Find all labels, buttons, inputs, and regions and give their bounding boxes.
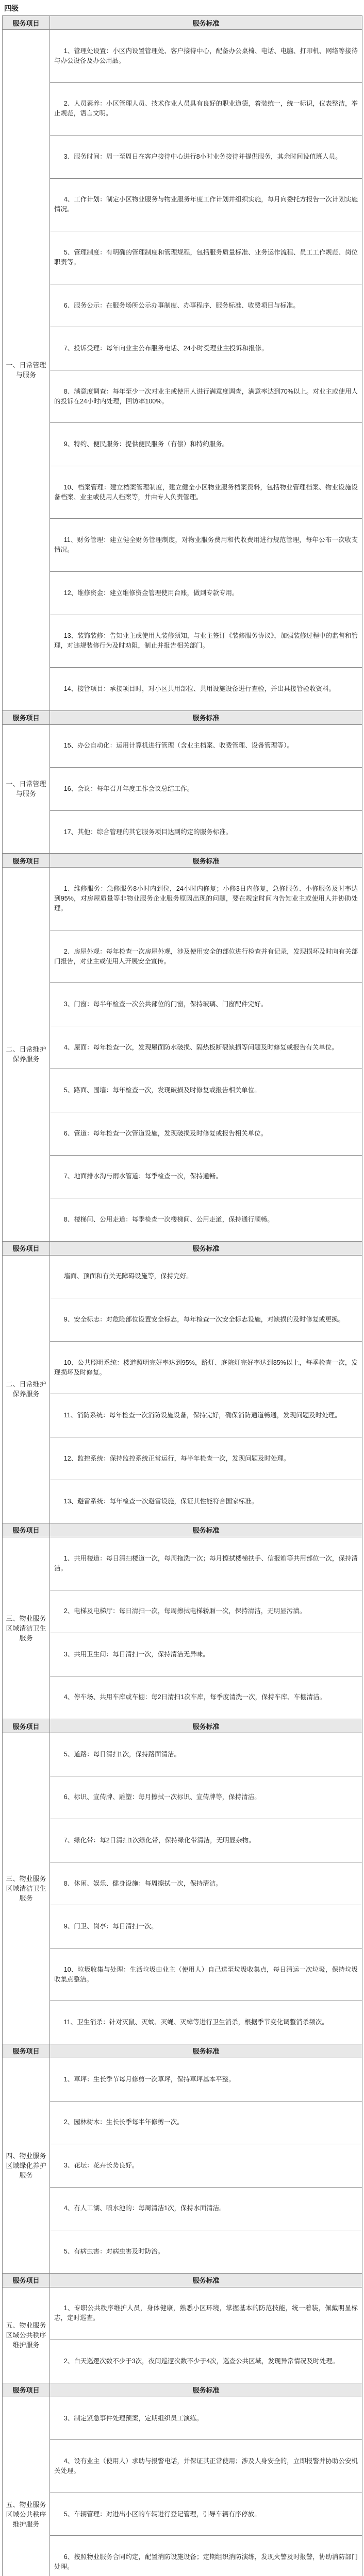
table-row [3,466,362,519]
service-standard-table [2,15,362,2576]
table-row [3,1948,362,2001]
category-cell: 一、日常管理与服务 [3,724,50,854]
standard-cell: 14、接管项目：承接项目时，对小区共用部位、共用设施设备进行查验，并出具接管验收资料。 [50,668,362,711]
standard-cell: 9、安全标志：对危险部位设置安全标志，每年检查一次安全标志设施，对缺损的及时修复或更换。 [50,1298,362,1342]
standard-cell: 11、消防系统：每年检查一次消防设施设备，保持完好，确保消防通道畅通，发现问题及时处理。 [50,1394,362,1437]
table-row [3,1112,362,1156]
table-row [3,1862,362,1905]
table-row [3,1633,362,1676]
category-cell: 二、日常维护保养服务 [3,1255,50,1523]
table-row [3,370,362,423]
table-row [3,423,362,466]
standard-cell: 17、其他：综合管理的其它服务项目达到约定的服务标准。 [50,810,362,854]
standard-cell: 5、有病虫害：对病虫害及时防治。 [50,2230,362,2274]
standard-cell: 5、路面、围墙：每年检查一次，发现破损及时修复或报告相关单位。 [50,1069,362,1112]
table-row [3,1437,362,1480]
standard-cell: 6、管道：每年检查一次管道设施，发现破损及时修复或报告相关单位。 [50,1112,362,1156]
header-service-standard: 服务标准 [50,2383,362,2397]
table-row [3,2287,362,2340]
standard-cell: 6、按照物业服务合同约定，配置消防设施设备；定期组织消防演练，发现火警及时报警，协助消防部门处理。 [50,2536,362,2576]
standard-cell: 8、满意度调查：每年至少一次对业主或使用人进行满意度调查，满意率达到70%以上。对业主或使用人的投诉在24小时内处理，回访率100%。 [50,370,362,423]
table-row [3,2340,362,2383]
header-service-item: 服务项目 [3,1719,50,1733]
standard-cell: 1、专职公共秩序维护人员，身体健康，熟悉小区环境，掌握基本的防范技能，统一着装，佩戴明显标志，定时巡查。 [50,2287,362,2340]
table-row [3,1590,362,1633]
table-row [3,1298,362,1342]
standard-cell: 8、楼梯间、公用走道：每季检查一次楼梯间、公用走道，保持通行顺畅。 [50,1198,362,1242]
category-cell: 一、日常管理与服务 [3,30,50,711]
table-row [3,178,362,231]
table-row [3,1819,362,1862]
category-cell: 四、物业服务区域绿化养护服务 [3,2058,50,2273]
header-row [3,2044,362,2058]
table-row [3,1480,362,1523]
standard-cell: 3、门窗：每半年检查一次公共部位的门窗，保持玻璃、门窗配件完好。 [50,983,362,1026]
table-row [3,231,362,284]
table-row [3,135,362,179]
header-row [3,710,362,724]
header-service-standard: 服务标准 [50,16,362,30]
standard-cell: 9、门卫、岗亭：每日清扫一次。 [50,1905,362,1948]
standard-cell: 1、维修服务：急修服务8小时内到位，24小时内修复；小修3日内修复，急修服务、小修服务及时率达到95%，对房屋质量等非物业服务企业服务原因出现的问题，要在规定时间内告知业主或使用人并协助处理。 [50,868,362,930]
category-cell: 三、物业服务区域清洁卫生服务 [3,1733,50,2044]
standard-cell: 5、车辆管理：对进出小区的车辆进行登记管理，引导车辆有序停放。 [50,2493,362,2536]
table-row [3,82,362,135]
standard-cell: 4、工作计划：制定小区物业服务与物业服务年度工作计划并组织实施，每月向委托方报告一次计划实施情况。 [50,178,362,231]
table-row [3,2230,362,2274]
table-row [3,1394,362,1437]
table-row [3,810,362,854]
table-row [3,284,362,327]
header-service-standard: 服务标准 [50,1241,362,1255]
document-title: 四级 [4,4,19,12]
standard-cell: 4、设有业主（使用人）求助与报警电话，并保证其正常使用；涉及人身安全的，立即报警并协助公安机关处理。 [50,2440,362,2493]
table-row [3,1676,362,1719]
table-row [3,2187,362,2230]
table-row [3,2144,362,2188]
header-row [3,2273,362,2287]
table-row [3,930,362,983]
category-cell: 五、物业服务区域公共秩序维护服务 [3,2287,50,2383]
header-row [3,1719,362,1733]
standard-cell: 2、房屋外观：每年检查一次房屋外观，涉及使用安全的部位进行检查并有记录，发现损坏及时向有关部门报告，对业主或使用人开展安全宣传。 [50,930,362,983]
standard-cell: 8、休闲、娱乐、健身设施：每周擦拭一次，保持清洁。 [50,1862,362,1905]
table-row [3,2058,362,2101]
header-row [3,16,362,30]
standard-cell: 7、投诉受理：每年向业主公布服务电话、24小时受理业主投诉和报修。 [50,327,362,370]
header-service-item: 服务项目 [3,2044,50,2058]
table-row [3,868,362,930]
table-row [3,1341,362,1394]
standard-cell: 5、道路：每日清扫1次，保持路面清洁。 [50,1733,362,1776]
category-cell: 二、日常维护保养服务 [3,868,50,1241]
table-row [3,1069,362,1112]
standard-cell: 13、避雷系统：每年检查一次避雷设施，保证其性能符合国家标准。 [50,1480,362,1523]
header-service-item: 服务项目 [3,2273,50,2287]
header-service-standard: 服务标准 [50,710,362,724]
table-row [3,519,362,572]
standard-cell: 11、卫生消杀：针对灭鼠、灭蚊、灭蝇、灭蟑等进行卫生消杀，根据季节变化调整消杀频次。 [50,2001,362,2044]
standard-cell: 5、管理制度：有明确的管理制度和管理规程，包括服务质量标准、业务运作流程、员工工作规范、岗位职责等。 [50,231,362,284]
standard-cell: 1、草坪：生长季节每月修剪一次草坪，保持草坪基本平整。 [50,2058,362,2101]
standard-cell: 4、停车场、共用车库或车棚：每2日清扫1次车库，每季度清洗一次，保持车库、车棚清洁。 [50,1676,362,1719]
standard-cell: 3、花坛：花卉长势良好。 [50,2144,362,2188]
standard-cell: 3、制定紧急事件处理预案，定期组织员工演练。 [50,2397,362,2440]
header-service-standard: 服务标准 [50,2273,362,2287]
header-service-standard: 服务标准 [50,1719,362,1733]
table-row [3,1026,362,1069]
table-row [3,2440,362,2493]
standard-cell: 12、维修资金：建立维修资金管理使用台账，做到专款专用。 [50,572,362,615]
table-row [3,1776,362,1819]
header-service-item: 服务项目 [3,16,50,30]
table-row [3,768,362,811]
standard-cell: 7、绿化带：每2日清扫1次绿化带，保持绿化带清洁，无明显杂物。 [50,1819,362,1862]
standard-cell: 1、共用楼道：每日清扫楼道一次，每周拖洗一次；每月擦拭楼梯扶手、信报箱等共用部位一次，保持清洁。 [50,1537,362,1590]
table-row [3,1537,362,1590]
header-service-standard: 服务标准 [50,854,362,868]
header-row [3,854,362,868]
table-row [3,2536,362,2576]
standard-cell: 7、地面排水沟与雨水管道：每季检查一次，保持通畅。 [50,1155,362,1198]
header-row [3,1523,362,1537]
table-row [3,30,362,83]
standard-cell: 10、档案管理：建立档案管理制度，建立健全小区物业服务档案资料，包括物业管理档案、物业设施设备档案、业主或使用人档案等，并由专人负责管理。 [50,466,362,519]
table-row [3,1255,362,1298]
standard-cell: 3、服务时间：周一至周日在客户接待中心进行8小时业务接待并提供服务，其余时间设值班人员。 [50,135,362,179]
category-cell: 三、物业服务区域清洁卫生服务 [3,1537,50,1719]
table-row [3,1155,362,1198]
standard-cell: 13、装饰装修：告知业主或使用人装修须知，与业主签订《装修服务协议》，加强装修过程中的监督和管理，对违规装修行为及时劝阻，制止并报告相关部门。 [50,615,362,668]
standard-cell: 2、园林树木：生长长季每半年修剪一次。 [50,2101,362,2144]
header-service-standard: 服务标准 [50,2044,362,2058]
header-service-standard: 服务标准 [50,1523,362,1537]
standard-cell: 2、人员素养：小区管理人员、技术作业人员具有良好的职业道德，着装统一，统一标识，仪表整洁，举止规范，语言文明。 [50,82,362,135]
table-row [3,724,362,768]
header-row [3,2383,362,2397]
standard-cell: 10、公共照明系统：楼道照明完好率达到95%，路灯、庭院灯完好率达到85%以上，每季检查一次，发现损坏及时修复。 [50,1341,362,1394]
table-row [3,1733,362,1776]
standard-cell: 3、共用卫生间：每日清扫一次，保持清洁无异味。 [50,1633,362,1676]
table-row [3,2397,362,2440]
category-cell: 五、物业服务区域公共秩序维护服务 [3,2397,50,2576]
standard-cell: 15、办公自动化：运用计算机进行管理（含业主档案、收费管理、设备管理等）。 [50,724,362,768]
table-row [3,983,362,1026]
header-service-item: 服务项目 [3,1523,50,1537]
standard-cell: 1、管理处设置：小区内设置管理处、客户接待中心，配备办公桌椅、电话、电脑、打印机、网络等接待与办公设备及办公用品。 [50,30,362,83]
header-service-item: 服务项目 [3,710,50,724]
table-row [3,668,362,711]
header-row [3,1241,362,1255]
standard-cell: 12、监控系统：保持监控系统正常运行，每半年检查一次，发现问题及时处理。 [50,1437,362,1480]
standard-cell: 9、特约、便民服务：提供便民服务（有偿）和特约服务。 [50,423,362,466]
table-row [3,327,362,370]
standard-cell: 2、电梯及电梯厅：每日清扫一次，每周擦拭电梯轿厢一次，保持清洁，无明显污渍。 [50,1590,362,1633]
standard-cell: 2、白天巡逻次数不少于3次，夜间巡逻次数不少于4次，巡查公共区域，发现异常情况及时处理。 [50,2340,362,2383]
table-row [3,572,362,615]
header-service-item: 服务项目 [3,1241,50,1255]
table-row [3,1198,362,1242]
standard-cell: 11、财务管理：建立健全财务管理制度，对物业服务费用和代收费用进行规范管理，每年公布一次收支情况。 [50,519,362,572]
standard-cell: 10、垃圾收集与处理：生活垃圾由业主（使用人）自己送至垃圾收集点，每日清运一次垃圾，保持垃圾收集点整洁。 [50,1948,362,2001]
table-row [3,2101,362,2144]
standard-cell: 墙面、顶面和有关无障碍设施等，保持完好。 [50,1255,362,1298]
standard-cell: 4、屋面：每年检查一次，发现屋面防水破损、隔热板断裂缺损等问题及时修复或报告有关单位。 [50,1026,362,1069]
table-row [3,1905,362,1948]
standard-cell: 4、有人工湖、喷水池的：每周清洁1次，保持水面清洁。 [50,2187,362,2230]
standard-cell: 6、服务公示：在服务场所公示办事制度、办事程序、服务标准、收费项目与标准。 [50,284,362,327]
standard-cell: 16、会议：每年召开年度工作会议总结工作。 [50,768,362,811]
standard-cell: 6、标识、宣传牌、雕塑：每月擦拭一次标识、宣传牌等，保持清洁。 [50,1776,362,1819]
header-service-item: 服务项目 [3,854,50,868]
table-row [3,2001,362,2044]
table-row [3,615,362,668]
table-row [3,2493,362,2536]
header-service-item: 服务项目 [3,2383,50,2397]
